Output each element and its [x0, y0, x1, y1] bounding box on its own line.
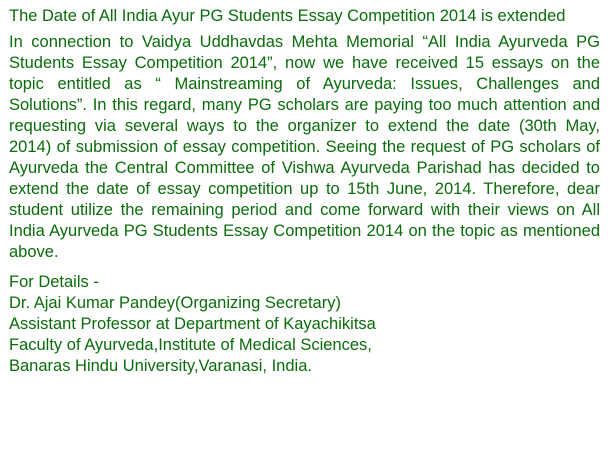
contact-position: Assistant Professor at Department of Kayachikitsa: [9, 315, 376, 333]
notice-body: In connection to Vaidya Uddhavdas Mehta Memorial “All India Ayurveda PG Students Essay Competition 2014”, now we have received 15 essays on the topic entitled as “ Mainstreaming of Ayurveda: Issues, Challenges and Solutions”. In this regard, many PG scholars are paying too much attention and requesting via several ways to the organizer to extend the date (30th May, 2014) of submission of essay competition. Seeing the request of PG scholars of Ayurveda the Central Committee of Vishwa Ayurveda Parishad has decided to extend the date of essay competition up to 15th June, 2014. Therefore, dear student utilize the remaining period and come forward with their views on All India Ayurveda PG Students Essay Competition 2014 on the topic as mentioned above.: [9, 33, 600, 261]
details-heading: For Details -: [9, 273, 99, 291]
contact-university: Banaras Hindu University,Varanasi, India.: [9, 357, 312, 375]
contact-details: [9, 272, 600, 377]
contact-name: Dr. Ajai Kumar Pandey(Organizing Secretary): [9, 294, 341, 312]
contact-faculty: Faculty of Ayurveda,Institute of Medical Sciences,: [9, 336, 372, 354]
notice-title: The Date of All India Ayur PG Students Essay Competition 2014 is extended: [9, 7, 566, 25]
